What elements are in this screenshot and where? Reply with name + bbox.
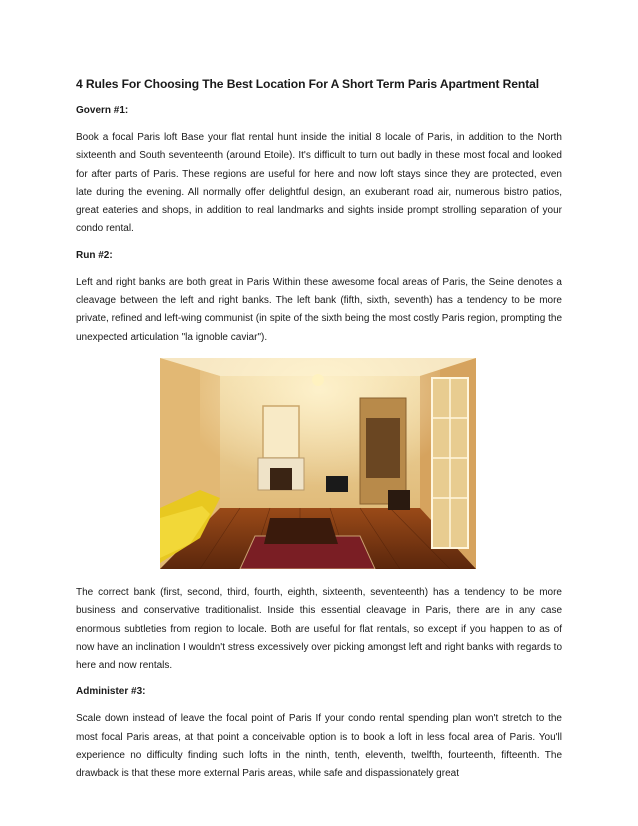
- apartment-living-room-photo: [160, 358, 476, 569]
- mirror-shape: [263, 406, 299, 458]
- document-title: 4 Rules For Choosing The Best Location For A Short Term Paris Apartment Rental: [76, 77, 540, 91]
- section-paragraph-2: Left and right banks are both great in Paris Within these awesome focal areas of Paris, the Seine denotes a cleavage between the left and right banks. The left bank (fifth, sixth, seventh) has a tendency to be more private, refined and left-wing communist (in spite of the sixth being the most costly Paris region, prompting the unexpected articulation "la ignoble caviar").: [76, 276, 562, 343]
- chandelier-shape: [312, 374, 324, 386]
- living-room-illustration: [160, 358, 476, 569]
- section-heading-3: Administer #3:: [76, 686, 146, 698]
- section-paragraph-2-continued: The correct bank (first, second, third, fourth, eighth, sixteenth, seventeenth) has a tendency to be more business and conservative traditionalist. Inside this essential cleavage in Paris, there are in any case enormous subtleties from region to locale. Both are useful for flat rentals, so except if you happen to as of now have an inclination I wouldn't stress excessively over picking amongst left and right banks with regards to here and now rentals.: [76, 586, 562, 672]
- section-heading-1: Govern #1:: [76, 105, 129, 116]
- section-paragraph-3: Scale down instead of leave the focal point of Paris If your condo rental spending plan won't stretch to the most focal Paris areas, at that point a conceivable option is to book a loft in less focal area of Paris. You'll experience no difficulty finding such lofts in the ninth, tenth, eleventh, twelfth, fourteenth, fifteenth. The drawback is that these more external Paris areas, while safe and dispassionately great: [76, 713, 562, 780]
- doorway-interior: [366, 418, 400, 478]
- side-cabinet-shape: [388, 490, 410, 510]
- section-paragraph-1: Book a focal Paris loft Base your flat rental hunt inside the initial 8 locale of Paris, in addition to the North sixteenth and South seventeenth (around Etoile). It's difficult to turn out badly in these most focal and looked for after parts of Paris. These regions are useful for here and now loft stays since they are protected, even late during the evening. All normally offer delightful design, an exuberant road air, numerous bistro patios, great eateries and shops, in addition to real landmarks and sights inside prompt strolling separation of your condo rental.: [76, 132, 562, 235]
- fireplace-opening: [270, 468, 292, 490]
- coffee-table-shape: [264, 518, 338, 544]
- section-heading-2: Run #2:: [76, 249, 113, 261]
- television-shape: [326, 476, 348, 492]
- document-body: [76, 77, 562, 795]
